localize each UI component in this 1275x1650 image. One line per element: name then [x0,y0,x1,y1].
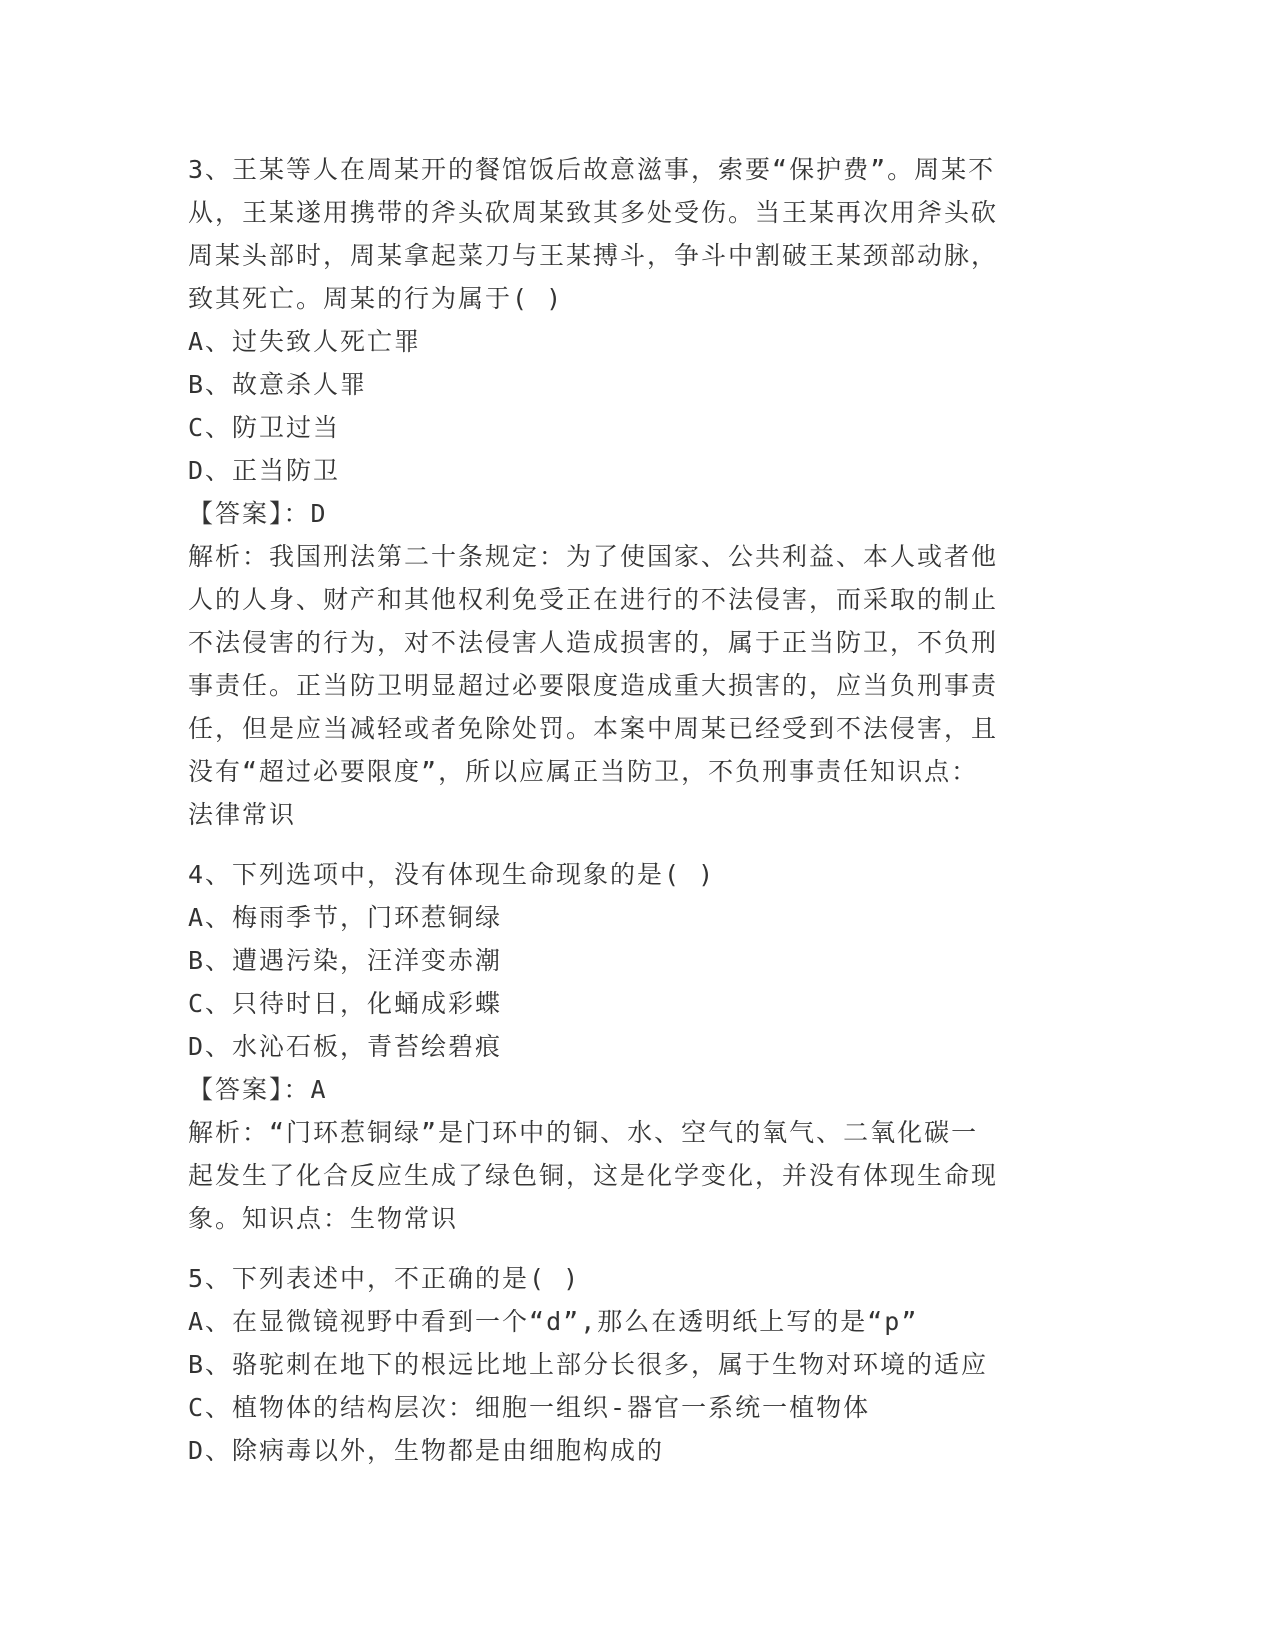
option-c: C、只待时日，化蛹成彩蝶 [188,989,503,1018]
analysis-line: 法律常识 [188,800,297,829]
document-page [188,148,1088,1472]
question-stem-line: 5、下列表述中，不正确的是( ) [188,1264,581,1293]
option-d: D、除病毒以外，生物都是由细胞构成的 [188,1436,665,1465]
analysis-line: 起发生了化合反应生成了绿色铜，这是化学变化，并没有体现生命现 [188,1161,999,1190]
analysis-line: 不法侵害的行为，对不法侵害人造成损害的，属于正当防卫，不负刑 [188,628,999,657]
question-spacer [188,1240,1088,1257]
answer-line: 【答案】：A [188,1075,328,1104]
option-d: D、正当防卫 [188,456,341,485]
question-stem-line: 周某头部时，周某拿起菜刀与王某搏斗，争斗中割破王某颈部动脉， [188,241,999,270]
analysis-line: 事责任。正当防卫明显超过必要限度造成重大损害的，应当负刑事责 [188,671,999,700]
option-d: D、水沁石板，青苔绘碧痕 [188,1032,503,1061]
analysis-line: 解析：“门环惹铜绿”是门环中的铜、水、空气的氧气、二氧化碳一 [188,1118,979,1147]
analysis-line: 人的人身、财产和其他权利免受正在进行的不法侵害，而采取的制止 [188,585,999,614]
option-b: B、故意杀人罪 [188,370,368,399]
question-stem-line: 4、下列选项中，没有体现生命现象的是( ) [188,860,716,889]
question-5 [188,1257,1088,1472]
analysis-line: 任，但是应当减轻或者免除处罚。本案中周某已经受到不法侵害，且 [188,714,999,743]
option-b: B、骆驼刺在地下的根远比地上部分长很多，属于生物对环境的适应 [188,1350,989,1379]
analysis-line: 解析：我国刑法第二十条规定：为了使国家、公共利益、本人或者他 [188,542,999,571]
question-4 [188,853,1088,1240]
option-a: A、在显微镜视野中看到一个“d”,那么在透明纸上写的是“p” [188,1307,919,1336]
option-c: C、植物体的结构层次：细胞一组织-器官一系统一植物体 [188,1393,871,1422]
answer-line: 【答案】：D [188,499,328,528]
option-a: A、梅雨季节，门环惹铜绿 [188,903,503,932]
question-stem-line: 致其死亡。周某的行为属于( ) [188,284,564,313]
analysis-line: 象。知识点：生物常识 [188,1204,459,1233]
analysis-line: 没有“超过必要限度”，所以应属正当防卫，不负刑事责任知识点： [188,757,979,786]
question-stem-line: 从，王某遂用携带的斧头砍周某致其多处受伤。当王某再次用斧头砍 [188,198,999,227]
question-3 [188,148,1088,836]
option-b: B、遭遇污染，汪洋变赤潮 [188,946,503,975]
question-spacer [188,836,1088,853]
option-a: A、过失致人死亡罪 [188,327,422,356]
option-c: C、防卫过当 [188,413,341,442]
question-stem-line: 3、王某等人在周某开的餐馆饭后故意滋事，索要“保护费”。周某不 [188,155,996,184]
